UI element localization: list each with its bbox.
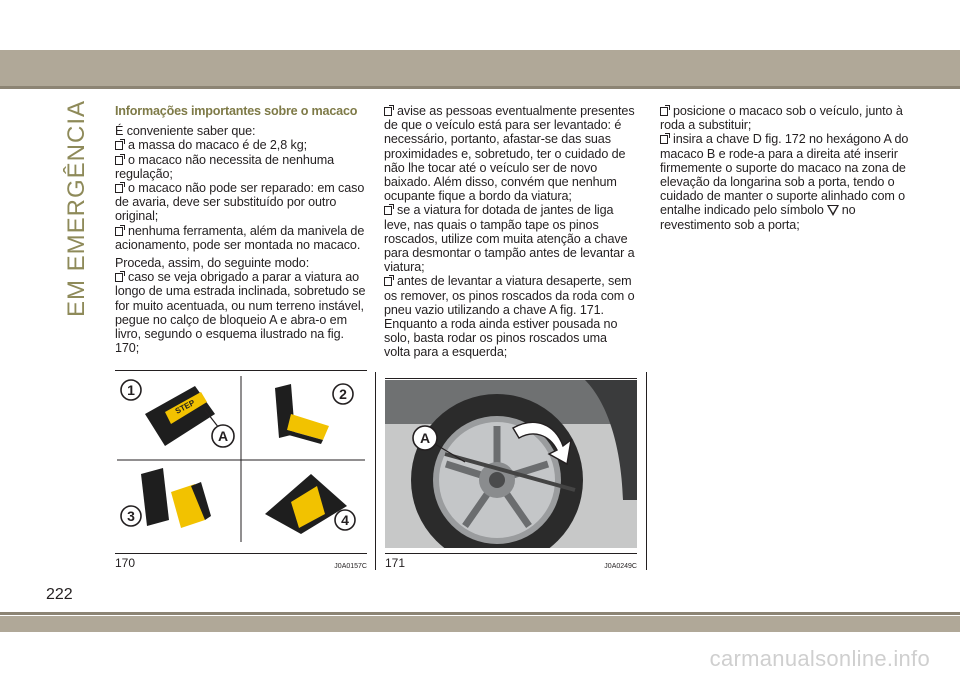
watermark[interactable]: carmanualsonline.info: [709, 646, 930, 671]
header-band-rule: [0, 86, 960, 89]
svg-text:STEP: STEP: [173, 398, 197, 416]
footer-band: [0, 616, 960, 632]
bullet-icon: [384, 107, 392, 116]
figure-top-rule: [385, 378, 637, 379]
label-4: 4: [341, 512, 349, 528]
figure-caption: [385, 556, 637, 570]
figure-divider: [375, 372, 376, 570]
bullet-icon: [384, 206, 392, 215]
figure-170: [115, 370, 367, 570]
label-A: A: [217, 428, 229, 444]
bullet-icon: [660, 107, 668, 116]
chock-closed: [145, 386, 219, 446]
list-item: a massa do macaco é de 2,8 kg;: [115, 138, 367, 152]
label-1: 1: [127, 382, 135, 398]
label-2: 2: [339, 386, 347, 402]
figure-code: J0A0249C: [604, 563, 637, 570]
figure-number: 170: [115, 556, 136, 570]
figure-bottom-rule: [115, 553, 367, 554]
list-item: antes de levantar a viatura desaperte, sem os remover, os pinos roscados da roda com o pneu vazio utilizando a chave A fig. 171. Enquanto a roda ainda estiver pousada no solo, basta rodar os pinos roscados uma volta para a esquerda;: [384, 274, 635, 360]
proceed-text: Proceda, assim, do seguinte modo:: [115, 256, 310, 271]
bullet-icon: [660, 135, 668, 144]
bullet-icon: [115, 273, 123, 282]
list-item: o macaco não pode ser reparado: em caso de avaria, deve ser substituído por outro original;: [115, 181, 365, 224]
list-item: nenhuma ferramenta, além da manivela de acionamento, pode ser montada no macaco.: [115, 223, 365, 252]
page-number: 222: [46, 586, 73, 603]
chock-opening: [275, 384, 329, 444]
footer-band-rule: [0, 612, 960, 615]
alignment-triangle-icon: [827, 205, 839, 216]
intro-text: É conveniente saber que:: [115, 124, 256, 139]
figure-171: [385, 378, 637, 570]
figure-caption: [115, 556, 367, 570]
list-item: se a viatura for dotada de jantes de liga leve, nas quais o tampão tape os pinos roscados, utilize com muita atenção a chave para desmontar o tampão antes de levantar a viatura;: [384, 203, 635, 275]
bullet-icon: [115, 227, 123, 236]
column-1: [115, 104, 367, 355]
list-item: insira a chave D fig. 172 no hexágono A do macaco B e rode-a para a direita até inserir firmemente o suporte do macaco na zona de elevação da longarina sob a porta, tendo o cuidado de manter o suporte alinhado com o entalhe indicado pelo símbolo no revestimento sob a porta;: [660, 132, 909, 232]
wheel-wrench-illustration: [385, 380, 637, 548]
chock-unfolding: [141, 468, 211, 528]
header-band: [0, 50, 960, 86]
figure-divider: [646, 372, 647, 570]
figure-number: 171: [385, 556, 406, 570]
section-tab: [58, 100, 96, 318]
figure-bottom-rule: [385, 553, 637, 554]
section-tab-label: EM EMERGÊNCIA: [63, 100, 90, 318]
bullet-icon: [115, 141, 123, 150]
list-item: posicione o macaco sob o veículo, junto à roda a substituir;: [660, 104, 903, 133]
bullet-icon: [115, 184, 123, 193]
chock-open: [265, 474, 347, 534]
list-item: o macaco não necessita de nenhuma regulação;: [115, 152, 335, 181]
bullet-icon: [384, 277, 392, 286]
list-item: avise as pessoas eventualmente presentes de que o veículo está para ser levantado: é necessário, portanto, afastar-se das suas proximidades e, sobretudo, ter o cuidado de não lhe tocar até o veículo ser de novo baixado. Além disso, convém que nenhum ocupante fique a bordo da viatura;: [384, 104, 635, 204]
bullet-icon: [115, 156, 123, 165]
label-3: 3: [127, 508, 135, 524]
section-heading: Informações importantes sobre o macaco: [115, 104, 358, 118]
column-3: [660, 104, 912, 232]
figure-code: J0A0157C: [334, 563, 367, 570]
label-A: A: [419, 430, 431, 446]
wheel-chock-illustration: [115, 374, 367, 544]
figure-top-rule: [115, 370, 367, 371]
column-2: [384, 104, 636, 360]
list-item: caso se veja obrigado a parar a viatura ao longo de uma estrada inclinada, sobretudo se for muito acentuada, ou num terreno instável, pegue no calço de bloqueio A e abra-o em livro, segundo o esquema ilustrado na fig. 170;: [115, 270, 366, 356]
